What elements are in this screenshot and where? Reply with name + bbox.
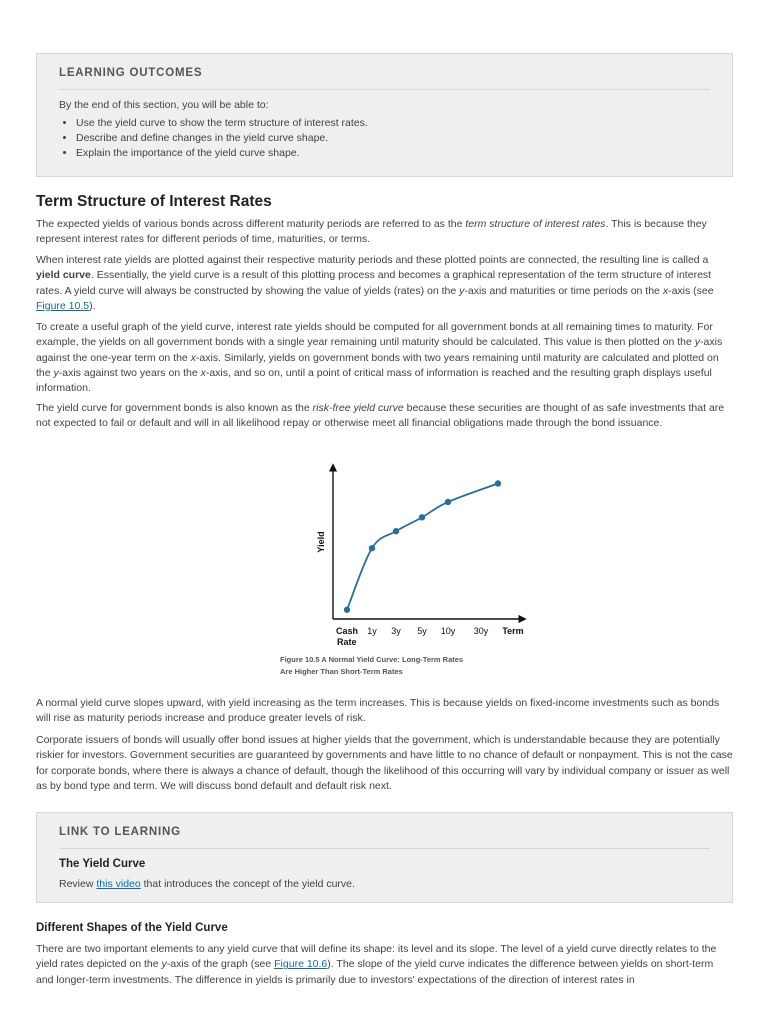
subsection-title: Different Shapes of the Yield Curve	[36, 922, 228, 934]
data-point-3y	[393, 528, 399, 534]
link-to-learning-text: Review this video that introduces the concept of the yield curve.	[59, 878, 355, 890]
x-tick-label-3y: 3y	[391, 626, 401, 636]
learning-outcomes-title: LEARNING OUTCOMES	[59, 54, 710, 90]
figure-10-5-link[interactable]: Figure 10.5	[36, 299, 90, 312]
yield-curve-chart	[276, 457, 524, 652]
section-title: Term Structure of Interest Rates	[36, 193, 272, 210]
list-item: • Use the yield curve to show the term structure of interest rates.	[76, 116, 710, 131]
learning-outcomes-intro: By the end of this section, you will be able to:	[59, 99, 269, 111]
data-point-cash-rate	[344, 607, 350, 613]
paragraph-create-graph: To create a useful graph of the yield curve, interest rate yields should be computed for all government bonds at all remaining times to maturity. For example, the yields on all government bonds with a single year remaining until maturity should be calculated. This value is then plotted on the y-axis against the one-year term on the x-axis. Similarly, yields on government bonds with two years remaining until maturity are calculated and plotted on the y-axis against two years on the x-axis, and so on, until a point of critical mass of information is reached and the resulting graph displays useful information.	[36, 321, 723, 395]
paragraph-term-structure: The expected yields of various bonds across different maturity periods are referred to as the term structure of interest rates. This is because they represent interest rates for different periods of time, maturities, or terms.	[36, 218, 707, 246]
data-point-1y	[369, 545, 375, 551]
paragraph-curve-shapes: There are two important elements to any yield curve that will define its shape: its level and its slope. The level of a yield curve directly relates to the yield rates depicted on the y-axis of the graph (see Figure 10.6). The slope of the yield curve indicates the difference between yields on short-term and longer-term investments. The difference in yields is primarily due to investors' expectations of the direction of interest rates in	[36, 943, 717, 986]
video-link[interactable]: this video	[96, 878, 141, 890]
list-item: • Describe and define changes in the yield curve shape.	[76, 131, 710, 146]
yield-curve-figure	[276, 457, 524, 682]
x-tick-label-10y: 10y	[440, 626, 456, 636]
data-point-30y	[495, 480, 501, 486]
x-tick-label-30y: 30y	[473, 626, 489, 636]
x-tick-label-1y: 1y	[367, 626, 377, 636]
link-to-learning-box	[36, 812, 733, 903]
x-axis-label: Term	[502, 626, 524, 636]
paragraph-yield-curve-definition: When interest rate yields are plotted against their respective maturity periods and these plotted points are connected, the resulting line is called a yield curve. Essentially, the yield curve is a result of this plotting process and becomes a graphical representation of the term structure of interest rates. A yield curve will always be constructed by showing the value of yields (rates) on the y-axis and maturities or time periods on the x-axis (see Figure 10.5).	[36, 254, 714, 312]
figure-10-6-link[interactable]: Figure 10.6	[274, 958, 328, 971]
data-point-5y	[419, 514, 425, 520]
learning-outcomes-box	[36, 53, 733, 177]
figure-caption: Figure 10.5 A Normal Yield Curve: Long-Term Rates Are Higher Than Short-Term Rates	[280, 655, 464, 676]
learning-outcomes-list	[59, 116, 710, 161]
data-point-10y	[445, 499, 451, 505]
paragraph-corporate-bonds: Corporate issuers of bonds will usually offer bond issues at higher yields that the government, which is understandable because they are potentially riskier for investors. Government securities are guaranteed by governments and have little to no chance of default or nonpayment. This is not the case for corporate bonds, where there is always a chance of default, though the likelihood of this occurring will vary by individual company or issuer as well as by bond type and term. We will discuss bond default and default risk next.	[36, 734, 733, 792]
y-axis-label: Yield	[316, 531, 326, 553]
paragraph-risk-free: The yield curve for government bonds is also known as the risk-free yield curve because these securities are thought of as safe investments that are not expected to fail or default and will in all likelihood repay or otherwise meet all financial obligations made through the bond issuance.	[36, 402, 725, 430]
x-start-label: Cash	[336, 626, 359, 636]
paragraph-normal-curve: A normal yield curve slopes upward, with yield increasing as the term increases. This is because yields on fixed-income investments such as bonds will rise as maturity periods increase and produce greater levels of risk.	[36, 697, 720, 725]
link-to-learning-title: LINK TO LEARNING	[59, 813, 710, 849]
link-to-learning-subtitle: The Yield Curve	[59, 858, 146, 870]
x-tick-label-5y: 5y	[417, 626, 427, 636]
list-item: • Explain the importance of the yield curve shape.	[76, 146, 710, 161]
x-start-label-line2: Rate	[337, 637, 357, 647]
